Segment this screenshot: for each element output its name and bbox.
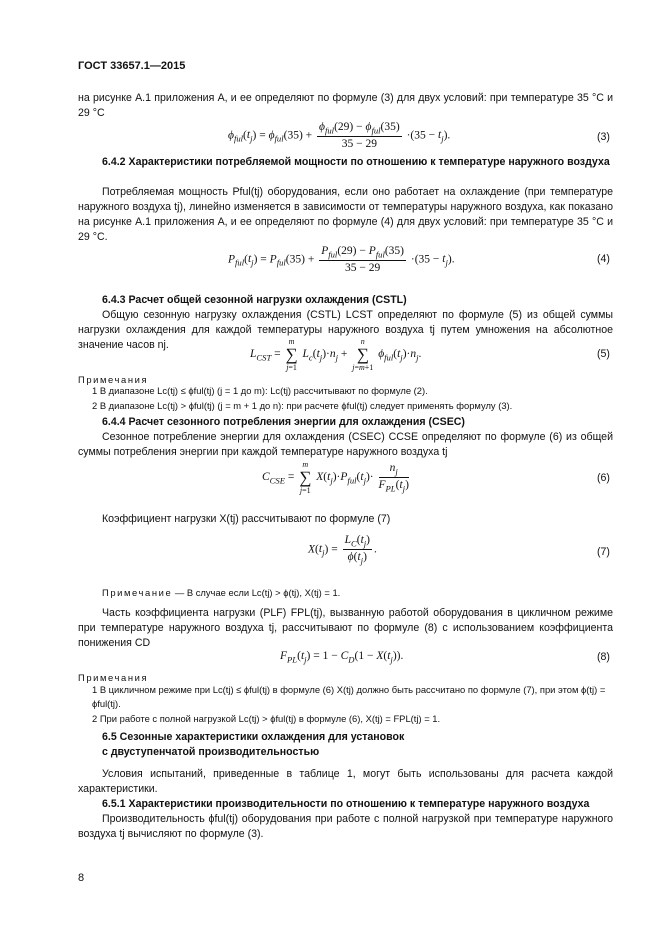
section-6-4-2-text: Потребляемая мощность Pful(tj) оборудования, если оно работает на охлаждение (при температуре наружного воздуха tj), линейно изменяется в зависимости от температуры наружного воздуха, как показано на рисунке А.1 приложения А, и ее определяют по формуле (4) для двух условий: при температуре 35 °С и 29 °С. xyxy=(78,186,613,243)
section-6-4-4-heading: 6.4.4 Расчет сезонного потребления энергии для охлаждения (CSEC) xyxy=(102,416,465,428)
section-6-5-heading-1: 6.5 Сезонные характеристики охлаждения для установок xyxy=(102,731,405,743)
note-1: 1 В диапазоне Lc(tj) ≤ ϕful(tj) (j = 1 до m): Lc(tj) рассчитывают по формуле (2). xyxy=(92,385,428,396)
section-6-5-1-heading: 6.5.1 Характеристики производительности по отношению к температуре наружного воздуха xyxy=(102,798,590,810)
formula-3-number: (3) xyxy=(597,131,610,143)
formula-6: $C_{CSE} = m$ ∑ j=1 $X(t_j)\cdot P_{ful}(t_j)\cdot$ $\frac{n_j}{F_{PL}(t_j)}$ xyxy=(262,460,409,495)
section-6-5-1-text: Производительность ϕful(tj) оборудования при работе с полной нагрузкой при температуре наружного воздуха tj вычисляют по формуле (3). xyxy=(78,813,613,840)
intro-paragraph: на рисунке А.1 приложения А, и ее определяют по формуле (3) для двух условий: при температуре 35 °С и 29 °С xyxy=(78,92,613,119)
notes-title-1: Примечания xyxy=(78,374,149,385)
formula-8: $F_{PL}(t_j) = 1 - C_D(1 - X(t_j))$. xyxy=(280,650,404,665)
note-text: — В случае если Lc(tj) > ϕ(tj), X(tj) = 1. xyxy=(174,587,341,598)
page-number: 8 xyxy=(78,872,85,884)
formula-3: $\phi_{ful}(t_j) = \phi_{ful}(35)$ + $\frac{\phi_{ful}(29) - \phi_{ful}(35)}{35 - 29}$ $\cdot(35 - t_j)$. xyxy=(228,121,451,151)
formula-7: $X(t_j)$ = $\frac{L_C(t_j)}{\phi(t_j)}$ . xyxy=(308,534,377,566)
section-6-5-text: Условия испытаний, приведенные в таблице 1, могут быть использованы для расчета каждой характеристики. xyxy=(78,768,613,795)
load-factor-text: Коэффициент нагрузки X(tj) рассчитывают по формуле (7) xyxy=(102,513,391,525)
formula-5-number: (5) xyxy=(597,348,610,360)
plf-text: Часть коэффициента нагрузки (PLF) FPL(tj), вызванную работой оборудования в цикличном режиме при температуре наружного воздуха tj, рассчитывают по формуле (8) с использованием коэффициента понижения CD xyxy=(78,607,613,649)
note-2-1: 1 В цикличном режиме при Lc(tj) ≤ ϕful(tj) в формуле (6) X(tj) должно быть рассчитано по формуле (7), при этом ϕ(tj) = ϕful(tj). xyxy=(92,684,606,709)
section-6-4-3-text: Общую сезонную нагрузку охлаждения (CSTL) LCST определяют по формуле (5) из общей суммы нагрузки охлаждения для каждой температуры наружного воздуха tj путем умножения на абсолютное значение часов nj. xyxy=(78,309,613,351)
formula-4: $P_{ful}(t_j) = P_{ful}(35)$ + $\frac{P_{ful}(29) - P_{ful}(35)}{35 - 29}$ $\cdot(35 - t_j)$. xyxy=(228,245,455,275)
notes-title-2: Примечания xyxy=(78,672,149,683)
formula-7-number: (7) xyxy=(597,546,610,558)
formula-4-number: (4) xyxy=(597,253,610,265)
note-single xyxy=(102,586,613,600)
note-2: 2 В диапазоне Lc(tj) > ϕful(tj) (j = m + 1 до n): при расчете ϕful(tj) следует применять формулу (3). xyxy=(92,400,513,411)
formula-8-number: (8) xyxy=(597,651,610,663)
formula-5: $L_{CST} = m$ ∑ j=1 $L_c(t_j)\cdot n_j + n$ ∑ j=m+1 $\phi_{ful}(t_j)\cdot n_j$. xyxy=(250,337,422,372)
section-6-4-2-heading: 6.4.2 Характеристики потребляемой мощности по отношению к температуре наружного воздуха xyxy=(102,156,610,168)
note-2-2: 2 При работе с полной нагрузкой Lc(tj) > ϕful(tj) в формуле (6), X(tj) = FPL(tj) = 1. xyxy=(92,713,441,724)
standard-header: ГОСТ 33657.1—2015 xyxy=(78,60,186,72)
section-6-4-4-text: Сезонное потребление энергии для охлаждения (CSEC) CCSE определяют по формуле (6) из общей суммы потребления энергии при каждой температуре наружного воздуха tj xyxy=(78,431,613,458)
section-6-4-3-heading: 6.4.3 Расчет общей сезонной нагрузки охлаждения (CSTL) xyxy=(102,294,407,306)
section-6-5-heading-2: с двуступенчатой производительностью xyxy=(102,746,320,758)
formula-6-number: (6) xyxy=(597,472,610,484)
note-label: Примечание xyxy=(102,587,173,598)
